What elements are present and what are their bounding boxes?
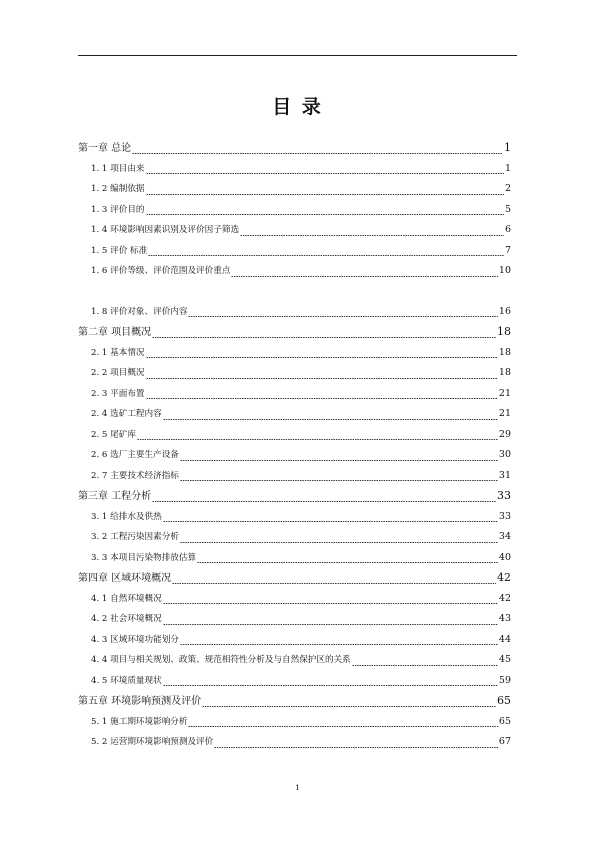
toc-entry-page: 42 xyxy=(497,571,511,584)
toc-entry-label: 1. 1 项目由来 xyxy=(91,163,145,174)
toc-entry-label: 第四章 区域环境概况 xyxy=(78,573,172,584)
toc-entry-label: 2. 7 主要技术经济指标 xyxy=(91,470,179,481)
toc-section-entry[interactable] xyxy=(78,712,511,733)
dot-leader xyxy=(188,316,497,317)
toc-section-entry[interactable] xyxy=(78,589,511,610)
toc-section-entry[interactable] xyxy=(78,241,511,262)
toc-entry-page: 21 xyxy=(498,408,511,419)
dot-leader xyxy=(132,153,503,154)
toc-section-entry[interactable] xyxy=(78,527,511,548)
dot-leader xyxy=(146,173,504,174)
dot-leader xyxy=(146,378,498,379)
dot-leader xyxy=(163,624,498,625)
toc-entry-page: 21 xyxy=(498,387,511,399)
dot-leader xyxy=(197,562,498,563)
page-number: 1 xyxy=(295,783,300,792)
toc-entry-page: 18 xyxy=(498,367,511,378)
dot-leader xyxy=(146,398,498,399)
header-rule xyxy=(78,55,517,56)
toc-chapter-entry[interactable] xyxy=(78,322,511,343)
toc-entry-page: 1 xyxy=(504,141,511,154)
toc-section-entry[interactable] xyxy=(78,261,511,282)
toc-entry-label: 4. 4 项目与相关规划、政策、规范相符性分析及与自然保护区的关系 xyxy=(91,655,351,665)
dot-leader xyxy=(163,603,498,604)
dot-leader xyxy=(152,337,496,338)
toc-entry-label: 5. 1 施工期环境影响分析 xyxy=(91,716,188,727)
toc-section-entry[interactable] xyxy=(78,179,511,200)
toc-section-entry[interactable] xyxy=(78,445,511,466)
toc-entry-label: 第二章 项目概况 xyxy=(78,327,152,338)
dot-leader xyxy=(180,480,498,481)
toc-entry-label: 3. 3 本项目污染物排放估算 xyxy=(91,552,197,563)
toc-entry-page: 31 xyxy=(498,469,511,481)
toc-section-entry[interactable] xyxy=(78,363,511,384)
dot-leader xyxy=(180,542,498,543)
toc-entry-label: 2. 5 尾矿库 xyxy=(91,429,136,440)
toc-entry-page: 33 xyxy=(497,489,511,502)
dot-leader xyxy=(146,194,504,195)
toc-entry-label: 2. 6 选厂主要生产设备 xyxy=(91,450,179,460)
toc-entry-page: 44 xyxy=(498,633,511,645)
toc-entry-page: 16 xyxy=(498,305,511,317)
dot-leader xyxy=(352,665,498,666)
dot-leader xyxy=(202,706,496,707)
toc-entry-label: 4. 3 区域环境功能划分 xyxy=(91,634,179,645)
toc-section-entry[interactable] xyxy=(78,732,511,753)
page-title: 目 录 xyxy=(272,96,323,118)
toc-section-entry[interactable] xyxy=(78,507,511,528)
dot-leader xyxy=(146,357,498,358)
toc-entry-label: 3. 1 给排水及供热 xyxy=(91,511,162,522)
toc-section-entry[interactable] xyxy=(78,548,511,569)
toc-section-entry[interactable] xyxy=(78,630,511,651)
toc-entry-label: 4. 1 自然环境概况 xyxy=(91,593,162,604)
toc-entry-label: 2. 2 项目概况 xyxy=(91,368,145,378)
toc-entry-label: 第三章 工程分析 xyxy=(78,491,152,502)
toc-section-entry[interactable] xyxy=(78,200,511,221)
dot-leader xyxy=(163,685,498,686)
toc-section-entry[interactable] xyxy=(78,159,511,180)
dot-leader xyxy=(137,439,498,440)
toc-entry-page: 65 xyxy=(498,715,511,727)
toc-entry-label: 3. 2 工程污染因素分析 xyxy=(91,532,179,542)
toc-chapter-entry[interactable] xyxy=(78,486,511,507)
toc-entry-page: 34 xyxy=(498,531,511,542)
dot-leader xyxy=(240,235,504,236)
toc-chapter-entry[interactable] xyxy=(78,691,511,712)
dot-leader xyxy=(188,726,497,727)
toc-entry-label: 2. 4 选矿工程内容 xyxy=(91,409,162,419)
toc-chapter-entry[interactable] xyxy=(78,568,511,589)
toc-section-entry[interactable] xyxy=(78,302,511,323)
toc-entry-page: 2 xyxy=(504,183,511,194)
dot-leader xyxy=(146,214,504,215)
dot-leader xyxy=(163,521,498,522)
toc-section-entry[interactable] xyxy=(78,384,511,405)
toc-section-entry[interactable] xyxy=(78,609,511,630)
toc-section-entry[interactable] xyxy=(78,671,511,692)
dot-leader xyxy=(180,460,498,461)
dot-leader xyxy=(172,583,496,584)
toc-entry-label: 1. 5 评价 标准 xyxy=(91,245,148,256)
toc-entry-page: 6 xyxy=(504,224,511,235)
toc-entry-page: 18 xyxy=(498,346,511,358)
toc-entry-label: 第五章 环境影响预测及评价 xyxy=(78,696,202,707)
toc-entry-page: 40 xyxy=(498,551,511,563)
dot-leader xyxy=(180,644,498,645)
toc-entry-label: 2. 1 基本情况 xyxy=(91,347,145,358)
toc-section-entry[interactable] xyxy=(78,650,511,671)
toc-entry-label: 1. 3 评价目的 xyxy=(91,204,145,215)
toc-entry-page: 18 xyxy=(497,325,511,338)
toc-chapter-entry[interactable] xyxy=(78,138,511,159)
toc-entry-page: 10 xyxy=(498,265,511,276)
toc-entry-page: 29 xyxy=(498,428,511,440)
toc-entry-label: 1. 8 评价对象、评价内容 xyxy=(91,306,188,317)
dot-leader xyxy=(148,255,504,256)
toc-entry-label: 4. 2 社会环境概况 xyxy=(91,614,162,624)
toc-section-entry[interactable] xyxy=(78,343,511,364)
dot-leader xyxy=(163,419,498,420)
toc-entry-label: 1. 6 评价等级、评价范围及评价重点 xyxy=(91,266,231,276)
toc-entry-label: 4. 5 环境质量现状 xyxy=(91,675,162,686)
dot-leader xyxy=(152,501,496,502)
toc-entry-label: 1. 2 编制依据 xyxy=(91,184,145,194)
toc-section-entry[interactable] xyxy=(78,220,511,241)
toc-entry-page: 30 xyxy=(498,449,511,460)
dot-leader xyxy=(231,276,497,277)
toc-section-entry[interactable] xyxy=(78,466,511,487)
table-of-contents xyxy=(78,138,511,753)
toc-section-entry[interactable] xyxy=(78,425,511,446)
toc-entry-page: 5 xyxy=(504,203,511,215)
toc-section-entry[interactable] xyxy=(78,404,511,425)
toc-entry-page: 59 xyxy=(498,674,511,686)
toc-entry-page: 65 xyxy=(497,694,511,707)
dot-leader xyxy=(214,747,498,748)
toc-entry-label: 1. 4 环境影响因素识别及评价因子筛选 xyxy=(91,225,240,235)
toc-entry-page: 7 xyxy=(504,244,511,256)
toc-entry-page: 45 xyxy=(498,654,511,665)
toc-entry-page: 33 xyxy=(498,510,511,522)
toc-entry-page: 42 xyxy=(498,592,511,604)
toc-entry-label: 2. 3 平面布置 xyxy=(91,388,145,399)
toc-entry-page: 43 xyxy=(498,613,511,624)
toc-entry-label: 第一章 总论 xyxy=(78,143,132,154)
toc-entry-label: 5. 2 运营期环境影响预测及评价 xyxy=(91,737,214,747)
toc-entry-page: 1 xyxy=(504,162,511,174)
toc-entry-page: 67 xyxy=(498,736,511,747)
